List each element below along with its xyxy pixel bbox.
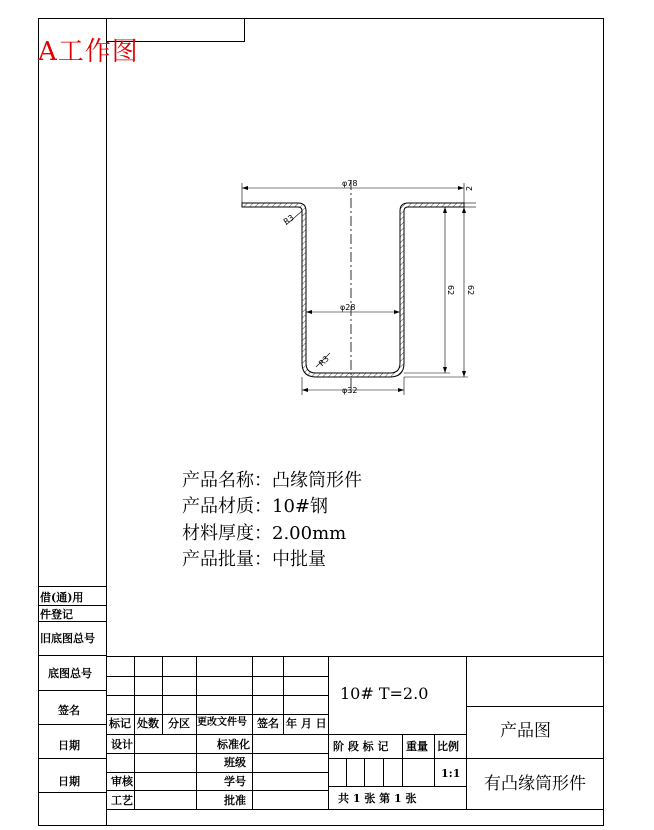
left-col-line — [38, 621, 106, 622]
tb-vline — [252, 656, 253, 810]
tb-vline — [196, 656, 197, 810]
scale-value: 1:1 — [441, 767, 461, 780]
dim-inner-diameter: φ28 — [340, 303, 356, 312]
date-label-1: 日期 — [58, 739, 80, 752]
part-section-drawing — [230, 175, 480, 400]
product-thickness-line: 材料厚度：2.00mm — [182, 523, 347, 544]
date-label-2: 日期 — [58, 775, 80, 788]
tb-vline — [466, 656, 467, 810]
left-col-line — [38, 605, 106, 606]
dim-height-inner: 62 — [446, 285, 455, 296]
review-label: 审核 — [111, 775, 133, 788]
rev-header-zone: 分区 — [168, 717, 190, 730]
tb-vline — [364, 758, 365, 786]
dim-radius-bottom: R3 — [317, 354, 331, 369]
sign-label: 签名 — [58, 704, 80, 717]
tb-vline — [346, 758, 347, 786]
tb-hline — [328, 786, 466, 787]
tb-vline — [434, 734, 435, 786]
rev-header-date: 年 月 日 — [286, 717, 327, 730]
tb-hline — [466, 706, 604, 707]
dim-radius-top: R3 — [281, 213, 296, 227]
tb-hline — [106, 790, 328, 791]
tb-hline — [106, 772, 328, 773]
scale-header: 比例 — [437, 740, 459, 753]
borrow-label-2: 件登记 — [40, 608, 73, 621]
left-col-line — [38, 655, 106, 656]
product-batch-line: 产品批量：中批量 — [182, 549, 326, 570]
sheet-label: A工作图 — [38, 37, 139, 67]
tb-vline — [402, 734, 403, 786]
base-drawing-no-label: 底图总号 — [48, 667, 92, 680]
weight-header: 重量 — [406, 740, 428, 753]
student-no-label: 学号 — [224, 775, 246, 788]
approve-label: 批准 — [224, 794, 246, 807]
design-label: 设计 — [111, 738, 133, 751]
left-col-line — [38, 724, 106, 725]
tb-hline — [466, 758, 604, 759]
rev-header-sign: 签名 — [257, 717, 279, 730]
old-base-drawing-label: 旧底图总号 — [40, 632, 95, 645]
tb-hline — [106, 695, 328, 696]
dim-thickness: 2 — [465, 185, 474, 191]
tb-vline — [134, 656, 135, 810]
rev-header-docno: 更改文件号 — [197, 717, 247, 728]
left-col-line — [38, 586, 106, 587]
part-name-text: 有凸缘筒形件 — [484, 774, 586, 794]
material-thickness-text: 10# T=2.0 — [340, 684, 429, 703]
standardize-label: 标准化 — [217, 738, 250, 751]
rev-header-mark: 标记 — [109, 717, 131, 730]
sheet-count-text: 共 1 张 第 1 张 — [338, 792, 417, 805]
stage-mark-header: 阶 段 标 记 — [333, 740, 389, 753]
process-label: 工艺 — [111, 794, 133, 807]
tb-vline — [383, 758, 384, 786]
tb-hline — [106, 734, 466, 735]
rev-header-count: 处数 — [137, 717, 159, 730]
dim-bottom-diameter: φ32 — [342, 386, 358, 395]
tb-hline — [328, 758, 466, 759]
drawing-type-text: 产品图 — [500, 721, 551, 741]
tb-hline — [106, 753, 328, 754]
left-col-line — [38, 690, 106, 691]
left-col-line — [38, 792, 106, 793]
dim-height-outer: 62 — [466, 285, 475, 296]
borrow-label-1: 借(通)用 — [40, 591, 84, 604]
class-label: 班级 — [224, 756, 246, 769]
tb-hline — [106, 676, 328, 677]
product-material-line: 产品材质：10#钢 — [182, 496, 328, 517]
dim-top-diameter: φ78 — [342, 179, 358, 188]
left-col-line — [38, 758, 106, 759]
tb-hline — [106, 714, 328, 715]
product-name-line: 产品名称：凸缘筒形件 — [182, 470, 362, 491]
